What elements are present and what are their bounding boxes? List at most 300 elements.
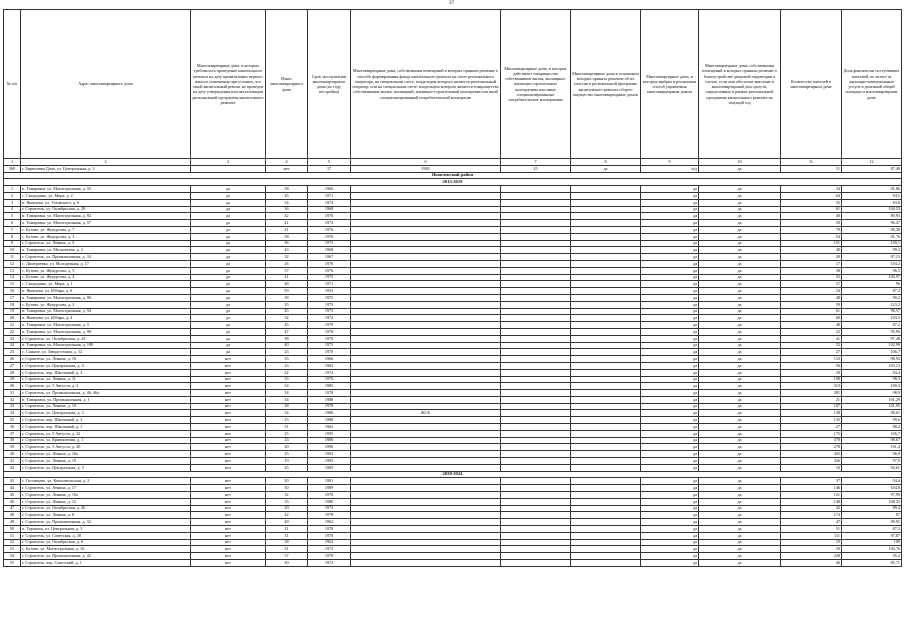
- col-header: Многоквартирные дома в отношении которых принято решение об их участии в региональной программе капитального ремонта общего имущества многоквартирных домов: [571, 10, 641, 159]
- table-cell: 1986: [308, 410, 351, 417]
- table-cell: 60: [781, 315, 842, 322]
- table-cell: да: [699, 335, 781, 342]
- table-cell: да: [641, 199, 699, 206]
- table-cell: 103,13: [842, 362, 902, 369]
- table-cell: 1975: [308, 274, 351, 281]
- table-cell: 41: [266, 274, 308, 281]
- table-cell: 107: [781, 403, 842, 410]
- table-cell: 103,5: [842, 315, 902, 322]
- table-cell: 326: [781, 458, 842, 465]
- table-cell: [501, 437, 571, 444]
- table-cell: нет: [191, 464, 266, 471]
- table-cell: 21: [266, 526, 308, 533]
- table-cell: 29: [266, 505, 308, 512]
- table-cell: [351, 451, 501, 458]
- table-cell: [501, 213, 571, 220]
- table-cell: нет: [191, 356, 266, 363]
- table-row: [4, 532, 902, 539]
- table-cell: 1976: [308, 213, 351, 220]
- table-cell: 111: [781, 532, 842, 539]
- table-row: [4, 186, 902, 193]
- table-cell: да: [699, 526, 781, 533]
- table-cell: 1976: [308, 328, 351, 335]
- table-cell: нет: [191, 437, 266, 444]
- table-cell: [571, 315, 641, 322]
- table-cell: да: [641, 315, 699, 322]
- table-cell: [351, 417, 501, 424]
- table-cell: [351, 328, 501, 335]
- table-cell: 33: [266, 376, 308, 383]
- period-heading: [4, 179, 902, 186]
- table-cell: нет: [191, 458, 266, 465]
- table-cell: 61: [781, 308, 842, 315]
- table-cell: 100,1: [842, 240, 902, 247]
- table-cell: [571, 199, 641, 206]
- table-cell: да: [699, 294, 781, 301]
- table-cell: [501, 396, 571, 403]
- table-cell: да: [699, 328, 781, 335]
- table-cell: да: [699, 396, 781, 403]
- table-cell: 99,38: [842, 226, 902, 233]
- table-cell: нет: [191, 505, 266, 512]
- table-cell: да: [699, 492, 781, 499]
- table-cell: 1970: [308, 335, 351, 342]
- table-cell: [571, 328, 641, 335]
- table-cell: да: [641, 267, 699, 274]
- table-cell: [501, 417, 571, 424]
- table-cell: 37: [266, 267, 308, 274]
- period-heading-label: 2020-2024: [4, 471, 902, 478]
- table-row: [4, 294, 902, 301]
- table-cell: да: [641, 376, 699, 383]
- table-cell: [571, 308, 641, 315]
- table-cell: 45: [266, 322, 308, 329]
- table-cell: 34: [266, 390, 308, 397]
- table-cell: да: [699, 512, 781, 519]
- table-cell: 98,57: [842, 308, 902, 315]
- table-cell: да: [699, 349, 781, 356]
- table-cell: 94,61: [842, 464, 902, 471]
- table-cell: с. Бутово, ул. Магистральная, д. 16: [21, 546, 191, 553]
- table-cell: да: [641, 301, 699, 308]
- table-cell: 1978: [308, 390, 351, 397]
- table-cell: да: [699, 430, 781, 437]
- table-cell: да: [191, 274, 266, 281]
- table-cell: 175: [781, 430, 842, 437]
- table-cell: 23: [266, 362, 308, 369]
- table-row: [4, 349, 902, 356]
- table-cell: п. Томаровка, ул. Магистральная, д. 92: [21, 213, 191, 220]
- table-cell: 5: [4, 213, 21, 220]
- table-cell: [351, 260, 501, 267]
- table-cell: да: [191, 301, 266, 308]
- table-cell: да: [699, 267, 781, 274]
- table-cell: [351, 254, 501, 261]
- table-cell: да: [641, 335, 699, 342]
- table-cell: да: [641, 444, 699, 451]
- table-cell: 146: [781, 485, 842, 492]
- table-cell: [571, 356, 641, 363]
- table-cell: да: [699, 247, 781, 254]
- table-row: [4, 492, 902, 499]
- table-cell: [571, 376, 641, 383]
- table-cell: [501, 532, 571, 539]
- table-cell: да: [699, 539, 781, 546]
- table-row: [4, 410, 902, 417]
- table-cell: 97,9: [842, 458, 902, 465]
- table-cell: [501, 274, 571, 281]
- table-cell: да: [641, 206, 699, 213]
- table-row: [4, 254, 902, 261]
- table-cell: 1976: [308, 260, 351, 267]
- table-row: [4, 328, 902, 335]
- table-cell: с. Бутово, ул. Жукурсова, д. 2: [21, 301, 191, 308]
- table-cell: 47: [266, 328, 308, 335]
- table-cell: 100,3: [842, 383, 902, 390]
- table-row: [4, 396, 902, 403]
- table-cell: 38: [266, 335, 308, 342]
- table-cell: да: [641, 342, 699, 349]
- table-cell: да: [699, 356, 781, 363]
- table-cell: 87,3: [842, 526, 902, 533]
- table-cell: да: [699, 410, 781, 417]
- table-cell: [351, 213, 501, 220]
- table-cell: 1993: [308, 451, 351, 458]
- table-cell: да: [641, 492, 699, 499]
- table-cell: 85,71: [842, 560, 902, 567]
- table-cell: 6: [4, 220, 21, 227]
- table-cell: да: [641, 512, 699, 519]
- table-cell: да: [699, 553, 781, 560]
- table-cell: [501, 322, 571, 329]
- table-cell: 90,2: [842, 294, 902, 301]
- column-number: 8: [571, 159, 641, 166]
- col-header: Адрес многоквартирного дома: [21, 10, 191, 159]
- table-cell: 40: [781, 247, 842, 254]
- table-cell: да: [641, 560, 699, 567]
- table-cell: 96: [842, 281, 902, 288]
- table-cell: 51: [781, 165, 842, 172]
- table-cell: [351, 396, 501, 403]
- table-cell: 98,93: [842, 356, 902, 363]
- table-cell: [351, 390, 501, 397]
- table-cell: [351, 519, 501, 526]
- table-cell: 1978: [308, 403, 351, 410]
- table-cell: [501, 553, 571, 560]
- table-cell: [501, 451, 571, 458]
- table-cell: [501, 206, 571, 213]
- table-cell: 89,4: [842, 505, 902, 512]
- table-cell: 95,95: [842, 328, 902, 335]
- table-cell: 1975: [308, 240, 351, 247]
- col-header: Многоквартирные дома, в которых выбран и реализован способ управления многоквартирным домом: [641, 10, 699, 159]
- table-cell: 13: [4, 267, 21, 274]
- table-cell: г. Строитель, ул. Ленина, д. 8: [21, 512, 191, 519]
- table-cell: с. Дмитриевка, ул. Молодежная, д. 17: [21, 260, 191, 267]
- table-cell: да: [641, 281, 699, 288]
- table-cell: 1970: [308, 532, 351, 539]
- table-cell: 34: [266, 410, 308, 417]
- table-cell: 36: [266, 206, 308, 213]
- table-row: [4, 240, 902, 247]
- table-cell: 52: [781, 342, 842, 349]
- table-cell: 88,2: [842, 424, 902, 431]
- table-cell: п. Томаровка, ул. Магистральная, д. 98: [21, 328, 191, 335]
- table-cell: 25: [266, 464, 308, 471]
- table-cell: 51: [781, 526, 842, 533]
- table-cell: 101,95: [842, 403, 902, 410]
- table-cell: [351, 342, 501, 349]
- table-cell: да: [641, 220, 699, 227]
- table-cell: да: [191, 342, 266, 349]
- table-cell: 30: [266, 560, 308, 567]
- table-cell: г. Строитель, пер. Школьный, д. 3: [21, 417, 191, 424]
- table-cell: [351, 498, 501, 505]
- table-cell: г. Строитель, ул. Центральная, д. 4: [21, 362, 191, 369]
- table-cell: 1972: [308, 560, 351, 567]
- table-cell: 24: [4, 342, 21, 349]
- table-cell: 1976: [308, 226, 351, 233]
- table-cell: н/д: [641, 165, 699, 172]
- table-cell: 38: [266, 233, 308, 240]
- table-cell: [351, 526, 501, 533]
- table-cell: 1981: [308, 478, 351, 485]
- table-cell: 41: [266, 220, 308, 227]
- table-cell: 31: [4, 390, 21, 397]
- table-cell: нет: [191, 410, 266, 417]
- table-cell: да: [641, 362, 699, 369]
- table-cell: [351, 294, 501, 301]
- table-cell: 98,67: [842, 437, 902, 444]
- table-cell: [571, 390, 641, 397]
- table-cell: 31: [266, 546, 308, 553]
- table-cell: 87,48: [842, 165, 902, 172]
- table-row: [4, 192, 902, 199]
- col-header: Многоквартирные дома, собственники помещений в которых приняли решение о способе формирования фонда капитального ремонта на счете регионального оператора, на специальном счете, владельцем которого является региональный оператор, или на специальном счете, владельцем которого является товарищество собственников жилья, жилищный, жилищно-строительный кооператив или иной специализированный потребительский кооператив: [351, 10, 501, 159]
- table-row: [4, 199, 902, 206]
- table-cell: [501, 308, 571, 315]
- table-cell: 38: [4, 437, 21, 444]
- table-cell: да: [699, 444, 781, 451]
- period-heading: [4, 471, 902, 478]
- table-cell: 1968: [308, 206, 351, 213]
- table-cell: 44: [4, 485, 21, 492]
- table-cell: [571, 539, 641, 546]
- table-cell: 1971: [308, 281, 351, 288]
- table-cell: 97,13: [842, 254, 902, 261]
- table-cell: [571, 274, 641, 281]
- table-cell: да: [699, 362, 781, 369]
- column-number: 11: [781, 159, 842, 166]
- table-cell: да: [641, 498, 699, 505]
- table-cell: да: [699, 451, 781, 458]
- table-cell: 35: [4, 417, 21, 424]
- table-cell: нет: [191, 383, 266, 390]
- table-cell: 55: [4, 560, 21, 567]
- table-row: [4, 383, 902, 390]
- table-cell: [501, 301, 571, 308]
- table-cell: да: [641, 430, 699, 437]
- table-cell: 1978: [308, 492, 351, 499]
- table-row: [4, 274, 902, 281]
- table-cell: 32: [266, 315, 308, 322]
- table-cell: 121: [781, 492, 842, 499]
- table-cell: 1976: [308, 376, 351, 383]
- table-cell: [351, 362, 501, 369]
- table-cell: 61: [781, 206, 842, 213]
- table-cell: 17: [4, 294, 21, 301]
- table-cell: [501, 560, 571, 567]
- table-cell: 1962: [308, 519, 351, 526]
- table-cell: [501, 478, 571, 485]
- table-cell: 97,48: [842, 335, 902, 342]
- table-cell: да: [191, 349, 266, 356]
- table-cell: п. Томаровка, ул. Московская, д. 3: [21, 247, 191, 254]
- table-cell: 30: [4, 383, 21, 390]
- table-row: [4, 362, 902, 369]
- table-cell: [501, 226, 571, 233]
- table-cell: 87,2: [842, 288, 902, 295]
- table-cell: 26: [4, 356, 21, 363]
- table-cell: г. Строитель, пер. Школьный, д. 1: [21, 424, 191, 431]
- table-cell: 87,2: [842, 322, 902, 329]
- table-cell: 1974: [308, 199, 351, 206]
- table-cell: да: [191, 192, 266, 199]
- table-row: [4, 342, 902, 349]
- table-cell: 228: [781, 553, 842, 560]
- table-cell: 48: [266, 281, 308, 288]
- table-cell: п. Томаровка, ул. Магистральная, д. 96: [21, 294, 191, 301]
- table-cell: да: [641, 546, 699, 553]
- header-row: [4, 10, 902, 159]
- table-cell: [351, 240, 501, 247]
- table-row: [4, 519, 902, 526]
- col-header: № п/п: [4, 10, 21, 159]
- capital-repair-table: [3, 9, 902, 567]
- table-cell: г. Строитель, ул. Ленина, д. 18: [21, 356, 191, 363]
- table-cell: [571, 349, 641, 356]
- table-cell: 18: [4, 301, 21, 308]
- table-cell: [571, 492, 641, 499]
- table-row: [4, 315, 902, 322]
- table-cell: да: [641, 369, 699, 376]
- table-cell: да: [191, 335, 266, 342]
- table-row: [4, 226, 902, 233]
- table-cell: [571, 512, 641, 519]
- table-cell: да: [699, 226, 781, 233]
- table-cell: да: [191, 240, 266, 247]
- table-cell: нет: [191, 376, 266, 383]
- table-cell: 313: [781, 383, 842, 390]
- table-cell: да: [191, 260, 266, 267]
- table-cell: [571, 288, 641, 295]
- table-row: [4, 165, 902, 172]
- table-cell: да: [699, 424, 781, 431]
- period-heading-label: 2015-2019: [4, 179, 902, 186]
- table-cell: [501, 369, 571, 376]
- table-cell: нет: [191, 478, 266, 485]
- table-cell: 4: [4, 206, 21, 213]
- table-cell: 1976: [308, 267, 351, 274]
- col-header: Износ многоквартирного дома: [266, 10, 308, 159]
- table-cell: да: [699, 206, 781, 213]
- table-cell: да: [191, 254, 266, 261]
- table-cell: 96,9: [842, 451, 902, 458]
- table-cell: 48: [4, 512, 21, 519]
- table-cell: [351, 403, 501, 410]
- table-cell: нет: [191, 498, 266, 505]
- table-cell: 34: [781, 186, 842, 193]
- table-cell: да: [699, 498, 781, 505]
- table-cell: 1988: [308, 396, 351, 403]
- table-cell: 135: [781, 417, 842, 424]
- table-cell: 16: [781, 464, 842, 471]
- table-cell: 1978: [308, 553, 351, 560]
- table-cell: да: [641, 458, 699, 465]
- table-cell: 1995: [308, 430, 351, 437]
- page-number: 37: [449, 1, 454, 6]
- table-cell: 25: [266, 451, 308, 458]
- table-cell: 138: [781, 410, 842, 417]
- table-cell: [571, 362, 641, 369]
- table-cell: [571, 444, 641, 451]
- table-cell: да: [699, 199, 781, 206]
- table-cell: [501, 199, 571, 206]
- table-row: [4, 335, 902, 342]
- table-cell: да: [641, 213, 699, 220]
- table-cell: [571, 369, 641, 376]
- table-row: [4, 417, 902, 424]
- table-cell: нет: [191, 526, 266, 533]
- table-cell: 48: [781, 322, 842, 329]
- table-cell: г. Строитель, ул. Октябрьская, д. 26: [21, 505, 191, 512]
- table-cell: да: [699, 478, 781, 485]
- column-number: 5: [308, 159, 351, 166]
- table-cell: 35: [266, 301, 308, 308]
- table-cell: 59: [266, 288, 308, 295]
- table-cell: да: [641, 410, 699, 417]
- table-cell: 26: [266, 260, 308, 267]
- table-cell: да: [191, 281, 266, 288]
- table-cell: да: [641, 526, 699, 533]
- table-cell: 37: [781, 478, 842, 485]
- table-cell: 97: [842, 512, 902, 519]
- table-cell: [501, 342, 571, 349]
- table-cell: [571, 526, 641, 533]
- table-cell: нет: [191, 539, 266, 546]
- column-number: 2: [21, 159, 191, 166]
- table-cell: [571, 437, 641, 444]
- table-cell: 84,4: [842, 369, 902, 376]
- table-cell: да: [641, 390, 699, 397]
- table-cell: 20: [266, 478, 308, 485]
- table-cell: 281: [781, 390, 842, 397]
- table-cell: 94,4: [842, 478, 902, 485]
- table-cell: [351, 356, 501, 363]
- table-cell: 41: [266, 226, 308, 233]
- table-cell: [501, 240, 571, 247]
- table-cell: [571, 560, 641, 567]
- table-cell: да: [699, 519, 781, 526]
- table-cell: 1989: [308, 485, 351, 492]
- table-cell: 45: [4, 492, 21, 499]
- table-cell: г. Строитель, ул. 5 Августа, д. 20: [21, 444, 191, 451]
- table-cell: с. Гостищево, ул. Комсомольская, д. 2: [21, 478, 191, 485]
- table-cell: 53: [4, 546, 21, 553]
- table-cell: 99,91: [842, 519, 902, 526]
- table-cell: 1966: [308, 356, 351, 363]
- table-cell: [351, 349, 501, 356]
